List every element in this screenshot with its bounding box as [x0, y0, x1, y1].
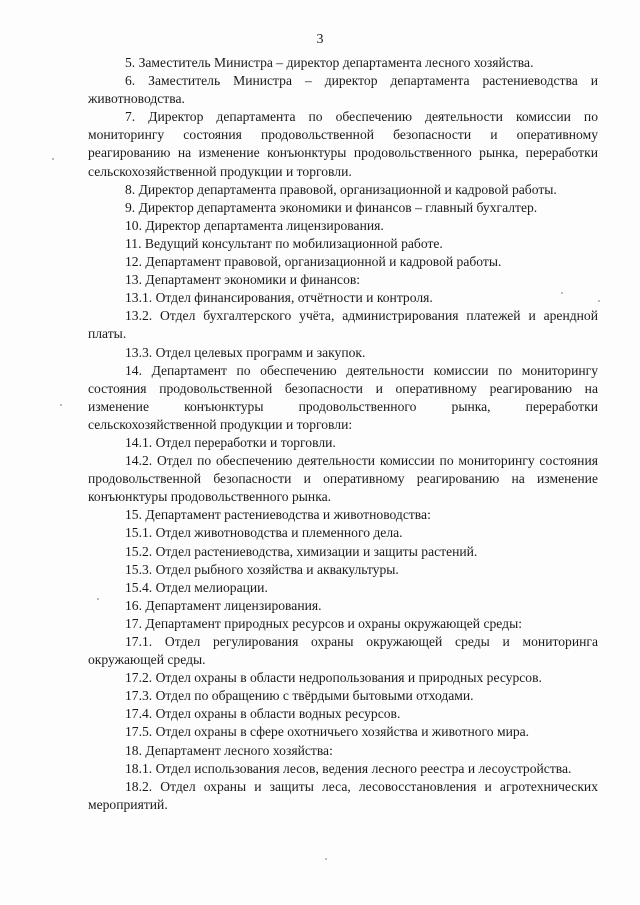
paragraph: 18. Департамент лесного хозяйства: — [125, 742, 333, 758]
paragraph: 13.1. Отдел финансирования, отчётности и контроля. — [125, 290, 433, 306]
paragraph: 7. Директор департамента по обеспечению деятельности комиссии по мониторингу состояния продовольственной безопасности и оперативному реагированию на изменение конъюнктуры продовольственного рынка, переработки сельскохозяйственной продукции и торговли. — [88, 109, 598, 179]
scan-speck — [60, 404, 62, 406]
page-number: 3 — [316, 32, 324, 47]
paragraph: 17.4. Отдел охраны в области водных ресурсов. — [125, 706, 401, 722]
paragraph: 14. Департамент по обеспечению деятельности комиссии по мониторингу состояния продовольственной безопасности и оперативному реагированию на изменение конъюнктуры продовольственного рынка, переработки сельскохозяйственной продукции и торговли: — [88, 362, 598, 432]
paragraph: 15. Департамент растениеводства и животноводства: — [125, 507, 431, 523]
paragraph: 13.3. Отдел целевых программ и закупок. — [125, 344, 366, 360]
paragraph: 16. Департамент лицензирования. — [125, 597, 322, 613]
scan-speck — [325, 858, 327, 860]
paragraph: 17.2. Отдел охраны в области недропользования и природных ресурсов. — [125, 670, 542, 686]
paragraph: 13.2. Отдел бухгалтерского учёта, администрирования платежей и арендной платы. — [88, 308, 598, 342]
paragraph: 8. Директор департамента правовой, организационной и кадровой работы. — [125, 181, 557, 197]
document-body — [88, 54, 598, 814]
paragraph: 13. Департамент экономики и финансов: — [125, 272, 361, 288]
paragraph: 15.2. Отдел растениеводства, химизации и защиты растений. — [125, 543, 478, 559]
paragraph: 10. Директор департамента лицензирования. — [125, 217, 384, 233]
paragraph: 15.1. Отдел животноводства и племенного дела. — [125, 525, 403, 541]
paragraph: 5. Заместитель Министра – директор департамента лесного хозяйства. — [125, 55, 534, 70]
paragraph: 15.4. Отдел мелиорации. — [125, 579, 268, 595]
paragraph: 11. Ведущий консультант по мобилизационной работе. — [125, 235, 443, 251]
paragraph: 17.3. Отдел по обращению с твёрдыми бытовыми отходами. — [125, 688, 474, 704]
paragraph: 17.1. Отдел регулирования охраны окружающей среды и мониторинга окружающей среды. — [88, 634, 598, 668]
paragraph: 15.3. Отдел рыбного хозяйства и аквакультуры. — [125, 561, 399, 577]
paragraph: 17.5. Отдел охраны в сфере охотничьего хозяйства и животного мира. — [125, 724, 530, 740]
paragraph: 14.2. Отдел по обеспечению деятельности комиссии по мониторингу состояния продовольственной безопасности и оперативному реагированию на изменение конъюнктуры продовольственного рынка. — [88, 453, 598, 505]
paragraph: 18.1. Отдел использования лесов, ведения лесного реестра и лесоустройства. — [125, 760, 572, 776]
scan-speck — [97, 598, 99, 600]
scan-speck — [561, 292, 563, 294]
scan-speck — [598, 300, 600, 302]
paragraph: 9. Директор департамента экономики и финансов – главный бухгалтер. — [125, 199, 538, 215]
paragraph: 17. Департамент природных ресурсов и охраны окружающей среды: — [125, 615, 522, 631]
scan-speck — [52, 158, 54, 160]
paragraph: 14.1. Отдел переработки и торговли. — [125, 434, 336, 450]
paragraph: 6. Заместитель Министра – директор департамента растениеводства и животноводства. — [88, 73, 598, 107]
paragraph: 18.2. Отдел охраны и защиты леса, лесовосстановления и агротехнических мероприятий. — [88, 778, 598, 812]
paragraph: 12. Департамент правовой, организационной и кадровой работы. — [125, 254, 502, 270]
